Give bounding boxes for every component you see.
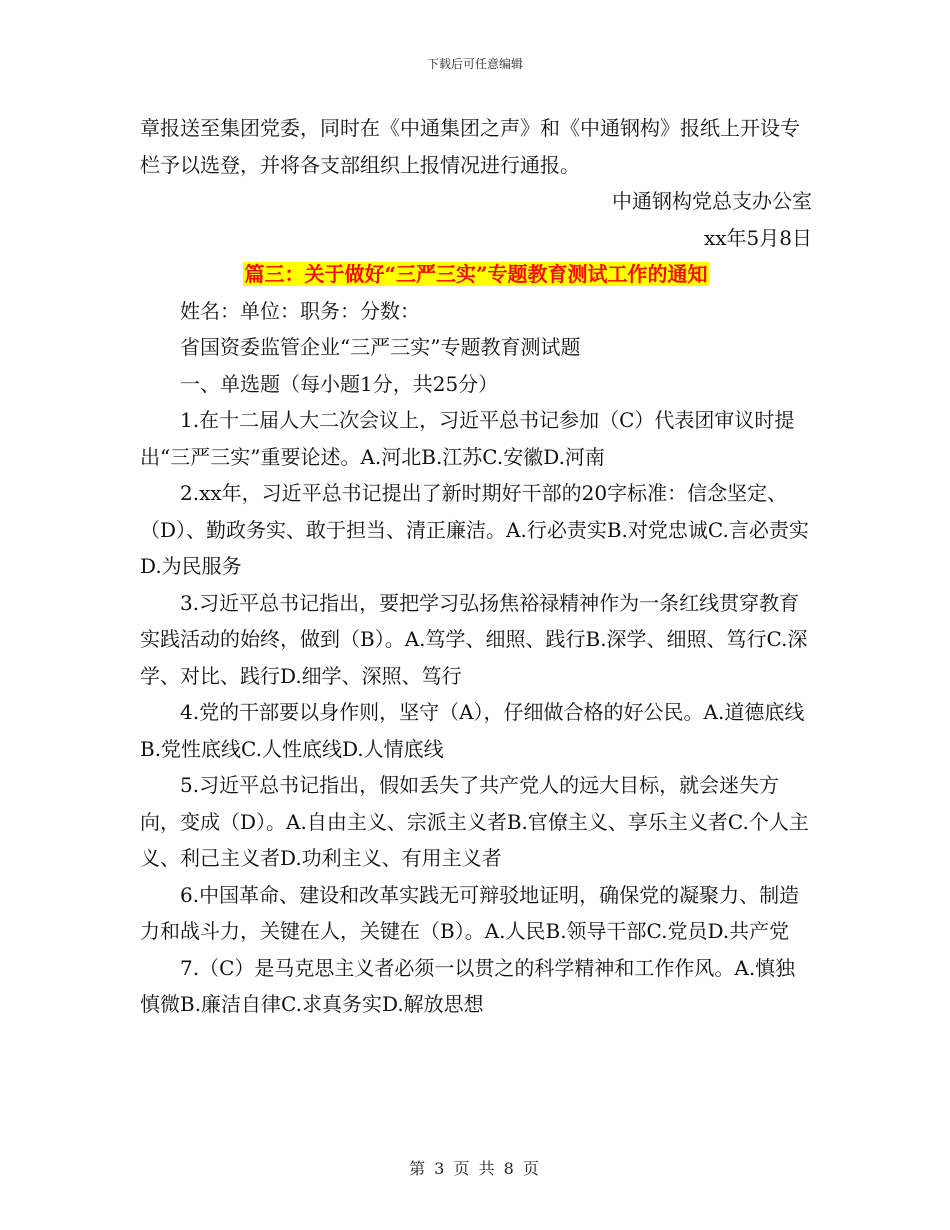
question-item: 5.习近平总书记指出，假如丢失了共产党人的远大目标，就会迷失方向，变成（D）。A.自由主义、宗派主义者B.官僚主义、享乐主义者C.个人主义、利己主义者D.功利主义、有用主义者 [140, 773, 809, 870]
paragraph-continued: 章报送至集团党委，同时在《中通集团之声》和《中通钢构》报纸上开设专栏予以选登，并将各支部组织上报情况进行通报。 [140, 116, 800, 177]
question-item: 3.习近平总书记指出，要把学习弘扬焦裕禄精神作为一条红线贯穿教育实践活动的始终，做到（B）。A.笃学、细照、践行B.深学、细照、笃行C.深学、对比、践行D.细学、深照、笃行 [140, 590, 808, 688]
section-heading [140, 256, 812, 293]
question-item: 7.（C）是马克思主义者必须一以贯之的科学精神和工作作风。A.慎独慎微B.廉洁自律C.求真务实D.解放思想 [140, 955, 796, 1016]
question-item: 2.xx年，习近平总书记提出了新时期好干部的20字标准：信念坚定、（D）、勤政务实、敢于担当、清正廉洁。A.行必责实B.对党忠诚C.言必责实D.为民服务 [140, 481, 809, 578]
question-item: 4.党的干部要以身作则，坚守（A），仔细做合格的好公民。A.道德底线B.党性底线C.人性底线D.人情底线 [140, 700, 805, 761]
document-body [140, 110, 812, 1023]
question-item: 6.中国革命、建设和改革实践无可辩驳地证明，确保党的凝聚力、制造力和战斗力，关键在人，关键在（B）。A.人民B.领导干部C.党员D.共产党 [140, 882, 800, 943]
signature-organization: 中通钢构党总支办公室 [612, 189, 812, 213]
page-footer: 第 3 页 共 8 页 [409, 1159, 541, 1178]
signature-date: xx年5月8日 [703, 225, 812, 250]
question-item: 1.在十二届人大二次会议上，习近平总书记参加（C）代表团审议时提出“三严三实”重要论述。A.河北B.江苏C.安徽D.河南 [140, 408, 795, 469]
info-line: 姓名：单位：职务：分数： [180, 298, 420, 323]
part-title: 一、单选题（每小题1分，共25分） [180, 371, 499, 396]
page-header: 下载后可任意编辑 [426, 57, 523, 71]
exam-title: 省国资委监管企业“三严三实”专题教育测试题 [180, 335, 581, 359]
highlighted-heading-text: 篇三：关于做好“三严三实”专题教育测试工作的通知 [244, 262, 708, 286]
